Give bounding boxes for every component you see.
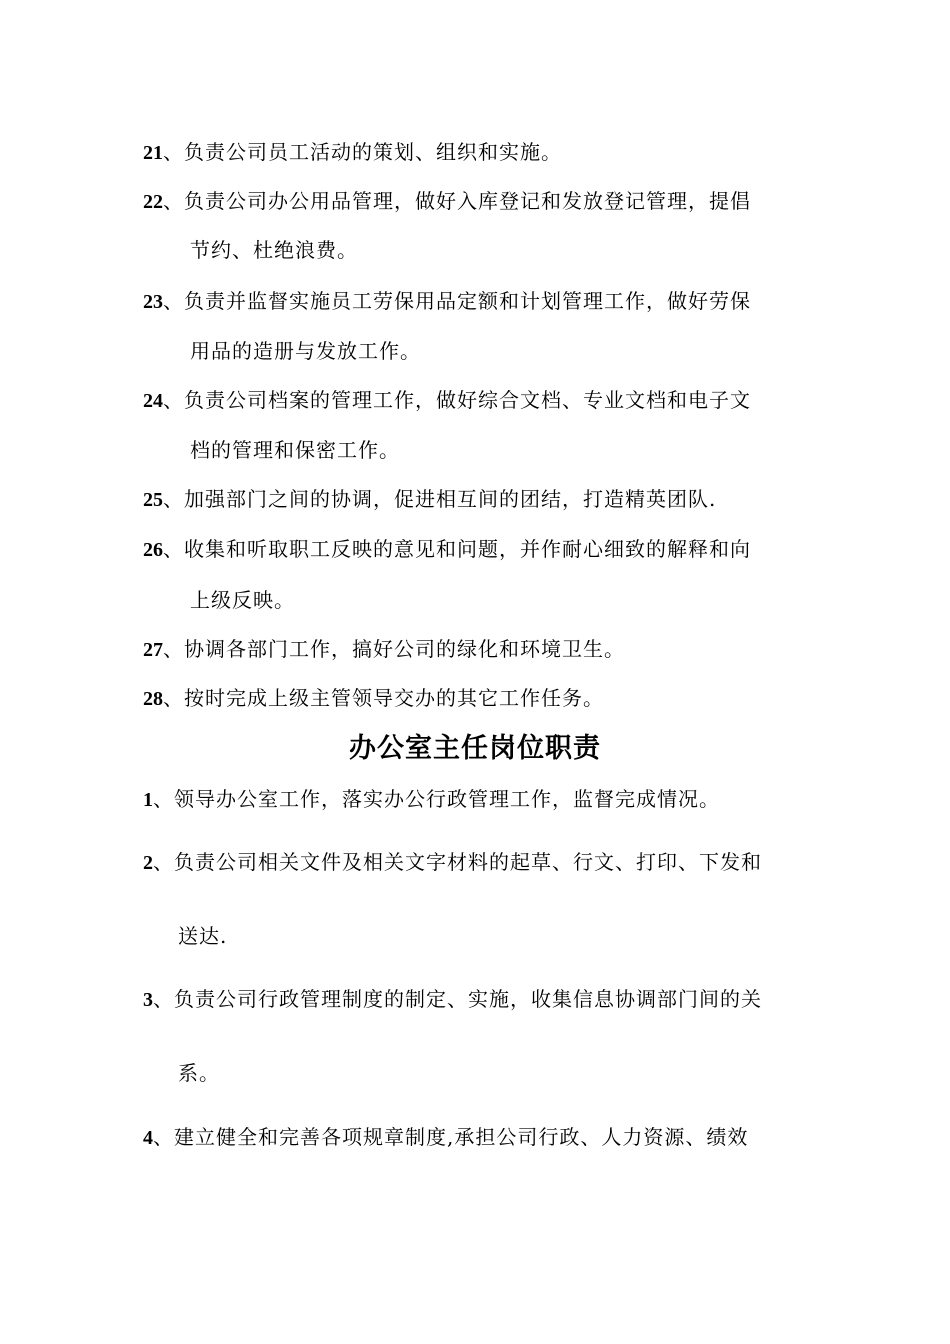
item-number: 22 (143, 191, 163, 213)
item-text: 送达. (178, 924, 228, 948)
item-text: 上级反映。 (190, 588, 295, 612)
item-number: 24 (143, 390, 163, 412)
list-item-26-continuation (190, 586, 295, 614)
item-text: 系。 (178, 1061, 220, 1085)
item-text: 、负责公司员工活动的策划、组织和实施。 (163, 140, 562, 164)
item-number: 27 (143, 639, 163, 661)
list-item-2 (143, 848, 762, 877)
list-item-25 (143, 485, 716, 514)
item-number: 4 (143, 1127, 153, 1149)
item-text: 、建立健全和完善各项规章制度,承担公司行政、人力资源、绩效 (153, 1125, 749, 1149)
item-text: 用品的造册与发放工作。 (190, 339, 421, 363)
item-number: 23 (143, 291, 163, 313)
list-item-4 (143, 1123, 748, 1152)
item-number: 21 (143, 142, 163, 164)
list-item-22 (143, 187, 751, 216)
list-item-22-continuation (190, 236, 358, 264)
list-item-24-continuation (190, 436, 400, 464)
item-text: 、负责公司档案的管理工作，做好综合文档、专业文档和电子文 (163, 388, 751, 412)
list-item-27 (143, 635, 625, 664)
item-text: 、负责公司办公用品管理，做好入库登记和发放登记管理，提倡 (163, 189, 751, 213)
list-item-23-continuation (190, 337, 421, 365)
list-item-21 (143, 138, 562, 167)
list-item-23 (143, 287, 751, 316)
item-number: 26 (143, 539, 163, 561)
item-text: 、领导办公室工作，落实办公行政管理工作，监督完成情况。 (153, 787, 720, 811)
list-item-28 (143, 684, 604, 713)
list-item-3-continuation (178, 1059, 220, 1087)
list-item-1 (143, 785, 720, 814)
item-number: 2 (143, 852, 153, 874)
item-number: 3 (143, 989, 153, 1011)
item-text: 、按时完成上级主管领导交办的其它工作任务。 (163, 686, 604, 710)
list-item-26 (143, 535, 751, 564)
item-text: 档的管理和保密工作。 (190, 438, 400, 462)
item-text: 、协调各部门工作，搞好公司的绿化和环境卫生。 (163, 637, 625, 661)
item-number: 25 (143, 489, 163, 511)
list-item-3 (143, 985, 762, 1014)
item-text: 、负责公司行政管理制度的制定、实施，收集信息协调部门间的关 (153, 987, 762, 1011)
item-text: 、负责并监督实施员工劳保用品定额和计划管理工作，做好劳保 (163, 289, 751, 313)
item-text: 节约、杜绝浪费。 (190, 238, 358, 262)
item-text: 、收集和听取职工反映的意见和问题，并作耐心细致的解释和向 (163, 537, 751, 561)
item-number: 28 (143, 688, 163, 710)
list-item-24 (143, 386, 751, 415)
item-number: 1 (143, 789, 153, 811)
item-text: 、加强部门之间的协调，促进相互间的团结，打造精英团队. (163, 487, 717, 511)
list-item-2-continuation (178, 922, 227, 950)
item-text: 、负责公司相关文件及相关文字材料的起草、行文、打印、下发和 (153, 850, 762, 874)
section-title: 办公室主任岗位职责 (349, 733, 601, 764)
